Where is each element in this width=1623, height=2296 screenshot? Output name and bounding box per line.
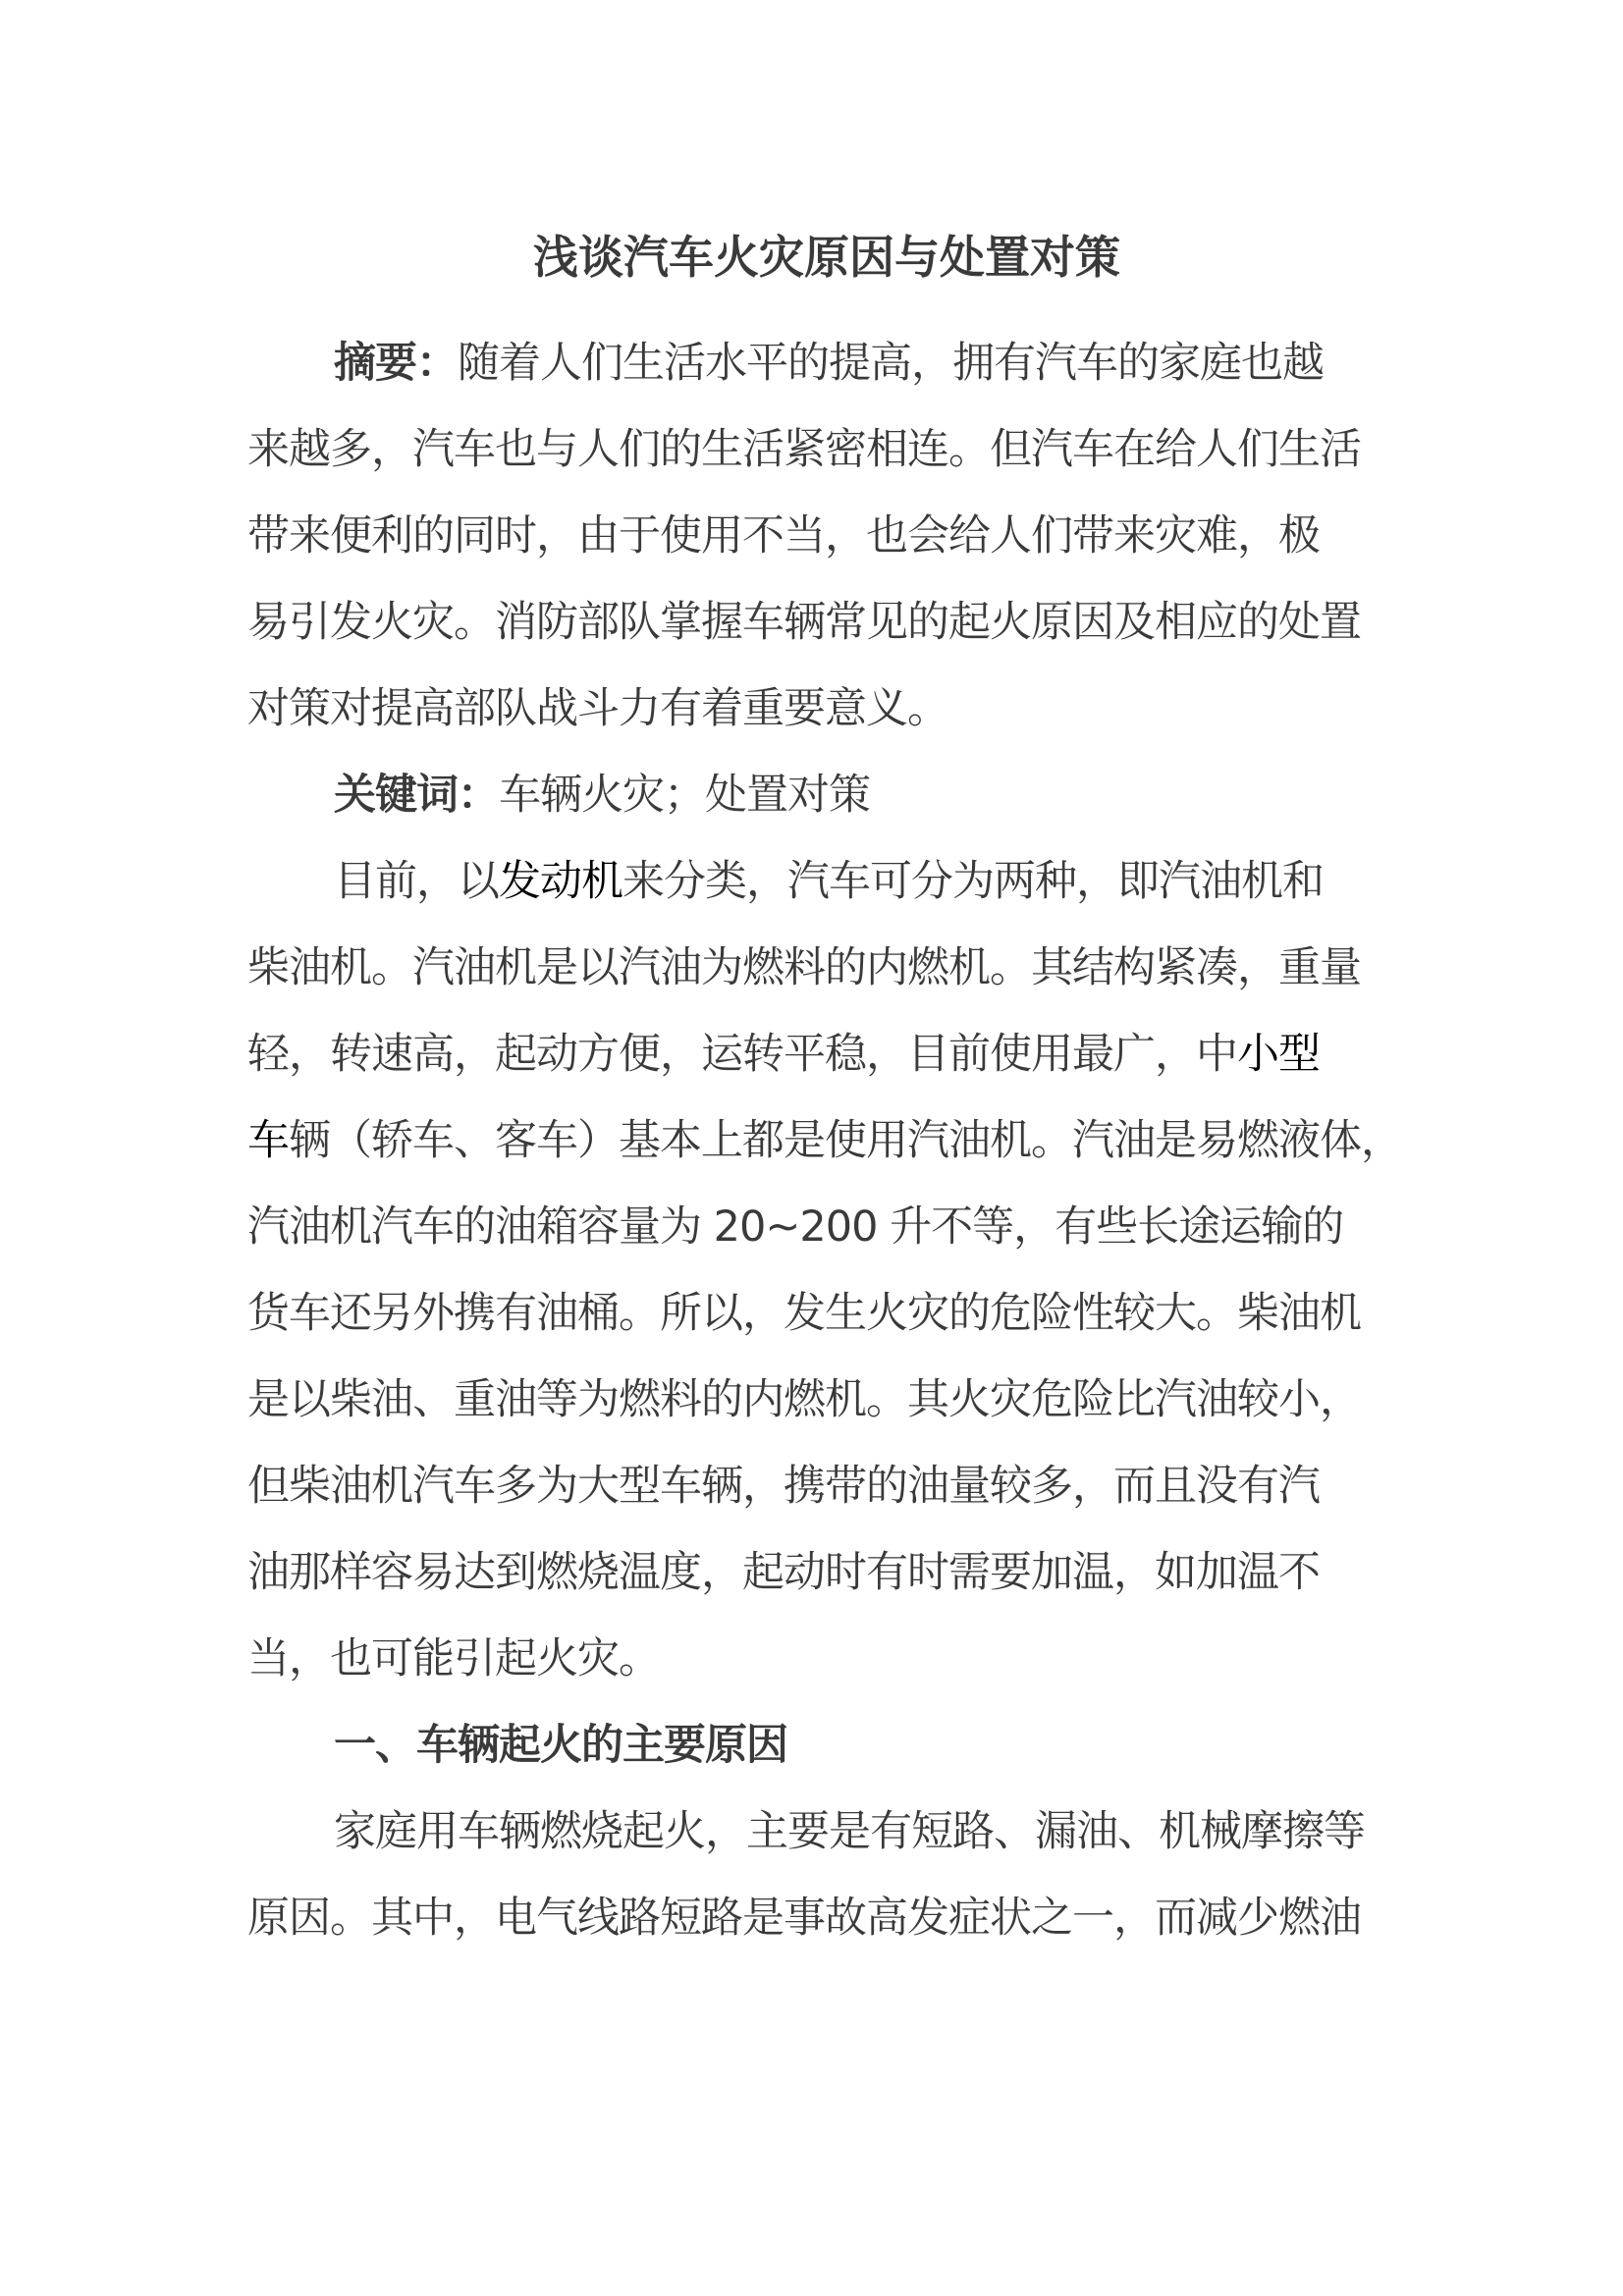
text-segment: 原因。其中，电气线路短路是事故高发症状之一，而减少燃油 xyxy=(247,1894,1361,1943)
paragraph-line xyxy=(247,1716,1426,1802)
text-segment: 对策对提高部队战斗力有着重要意义。 xyxy=(247,684,948,733)
text-segment: 来分类，汽车可分为两种，即汽油机和 xyxy=(622,857,1324,906)
bold-label: 摘要： xyxy=(334,339,458,388)
paragraph-line xyxy=(247,334,1426,420)
text-segment: 当，也可能引起火灾。 xyxy=(247,1634,660,1683)
paragraph-line xyxy=(247,1370,1426,1457)
paragraph-line xyxy=(247,938,1426,1025)
emphasized-text: 小型 xyxy=(1237,1030,1320,1079)
paragraph-line xyxy=(247,507,1426,593)
text-segment: 轻，转速高，起动方便，运转平稳，目前使用最广，中 xyxy=(247,1030,1237,1079)
text-segment: 目前，以 xyxy=(334,857,499,906)
paragraph-line xyxy=(247,593,1426,679)
bold-label: 关键词： xyxy=(334,771,499,820)
text-segment: 但柴油机汽车多为大型车辆，携带的油量较多，而且没有汽 xyxy=(247,1462,1320,1511)
text-segment: 辆（轿车、客车）基本上都是使用汽油机。汽油是易燃液体， xyxy=(289,1116,1402,1165)
bold-label: 一、车辆起火的主要原因 xyxy=(334,1721,787,1770)
paragraph-line xyxy=(247,766,1426,852)
document-title: 浅谈汽车火灾原因与处置对策 xyxy=(533,231,1120,284)
paragraph-line xyxy=(247,1111,1426,1198)
paragraph-line xyxy=(247,1543,1426,1629)
paragraph-line xyxy=(247,420,1426,507)
emphasized-text: 发动机 xyxy=(499,857,622,906)
text-segment: 来越多，汽车也与人们的生活紧密相连。但汽车在给人们生活 xyxy=(247,425,1361,474)
document-body xyxy=(247,334,1426,1975)
text-segment: 带来便利的同时，由于使用不当，也会给人们带来灾难，极 xyxy=(247,511,1320,561)
paragraph-line xyxy=(247,1457,1426,1543)
paragraph-line xyxy=(247,1889,1426,1975)
text-segment: 柴油机。汽油机是以汽油为燃料的内燃机。其结构紧凑，重量 xyxy=(247,943,1361,992)
paragraph-line xyxy=(247,1025,1426,1111)
text-segment: 易引发火灾。消防部队掌握车辆常见的起火原因及相应的处置 xyxy=(247,598,1361,647)
paragraph-line xyxy=(247,1802,1426,1889)
text-segment: 是以柴油、重油等为燃料的内燃机。其火灾危险比汽油较小， xyxy=(247,1375,1361,1424)
text-segment: 随着人们生活水平的提高，拥有汽车的家庭也越 xyxy=(458,339,1324,388)
emphasized-text: 车 xyxy=(247,1116,289,1165)
text-segment: 汽油机汽车的油箱容量为 20~200 升不等，有些长途运输的 xyxy=(247,1202,1344,1252)
paragraph-line xyxy=(247,679,1426,766)
text-segment: 车辆火灾；处置对策 xyxy=(499,771,870,820)
paragraph-line xyxy=(247,1284,1426,1370)
paragraph-line xyxy=(247,1629,1426,1716)
text-segment: 家庭用车辆燃烧起火，主要是有短路、漏油、机械摩擦等 xyxy=(334,1807,1365,1856)
paragraph-line xyxy=(247,852,1426,938)
paragraph-line xyxy=(247,1198,1426,1284)
text-segment: 油那样容易达到燃烧温度，起动时有时需要加温，如加温不 xyxy=(247,1548,1320,1597)
text-segment: 货车还另外携有油桶。所以，发生火灾的危险性较大。柴油机 xyxy=(247,1289,1361,1338)
